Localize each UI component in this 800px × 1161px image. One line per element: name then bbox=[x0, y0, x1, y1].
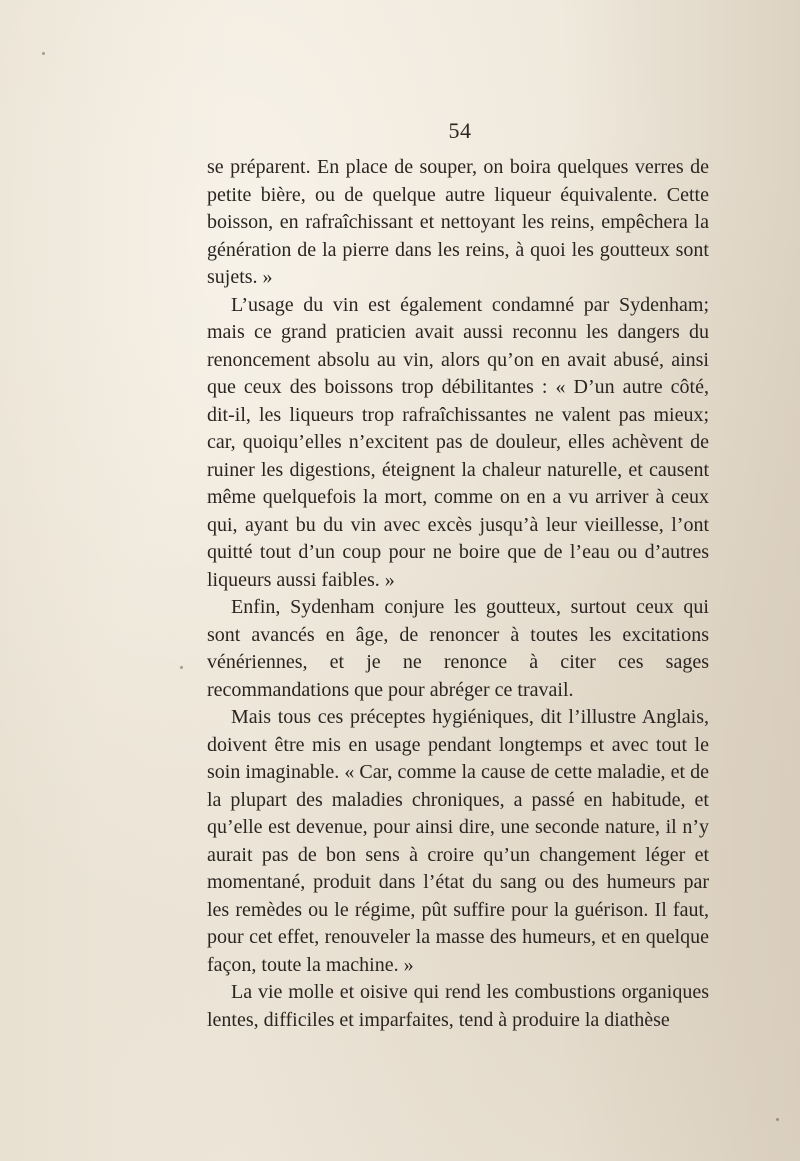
paper-speck bbox=[42, 52, 45, 55]
paragraph: La vie molle et oisive qui rend les combustions organiques lentes, difficiles et imparfaites, tend à produire la diathèse bbox=[207, 981, 709, 1031]
paper-speck bbox=[776, 1118, 779, 1121]
paragraph: Mais tous ces préceptes hygiéniques, dit l’illustre Anglais, doivent être mis en usage pendant longtemps et avec tout le soin imaginable. « Car, comme la cause de cette maladie, et de la plupart des maladies chroniques, a passé en habitude, et qu’elle est devenue, pour ainsi dire, une seconde nature, il n’y aurait pas de bon sens à croire qu’un changement léger et momentané, produit dans l’état du sang ou des humeurs par les remèdes ou le régime, pût suffire pour la guérison. Il faut, pour cet effet, renouveler la masse des humeurs, et en quelque façon, toute la machine. » bbox=[207, 706, 709, 976]
paragraph: Enfin, Sydenham conjure les goutteux, surtout ceux qui sont avancés en âge, de renoncer à toutes les excitations vénériennes, et je ne renonce à citer ces sages recommandations que pour abréger ce travail. bbox=[207, 596, 709, 701]
paragraph: L’usage du vin est également condamné par Sydenham; mais ce grand praticien avait aussi reconnu les dangers du renoncement absolu au vin, alors qu’on en avait abusé, ainsi que ceux des boissons trop débilitantes : « D’un autre côté, dit-il, les liqueurs trop rafraîchissantes ne valent pas mieux; car, quoiqu’elles n’excitent pas de douleur, elles achèvent de ruiner les digestions, éteignent la chaleur naturelle, et causent même quelquefois la mort, comme on en a vu arriver à ceux qui, ayant bu du vin avec excès jusqu’à leur vieillesse, l’ont quitté tout d’un coup pour ne boire que de l’eau ou d’autres liqueurs aussi faibles. » bbox=[207, 293, 709, 591]
page-number: 54 bbox=[448, 118, 472, 143]
paragraph-continued: se préparent. En place de souper, on boira quelques verres de petite bière, ou de quelque autre liqueur équivalente. Cette boisson, en rafraîchissant et nettoyant les reins, empêchera la génération de la pierre dans les reins, à quoi les goutteux sont sujets. » bbox=[207, 156, 709, 288]
paper-speck bbox=[180, 666, 183, 669]
body-text bbox=[207, 154, 709, 1034]
